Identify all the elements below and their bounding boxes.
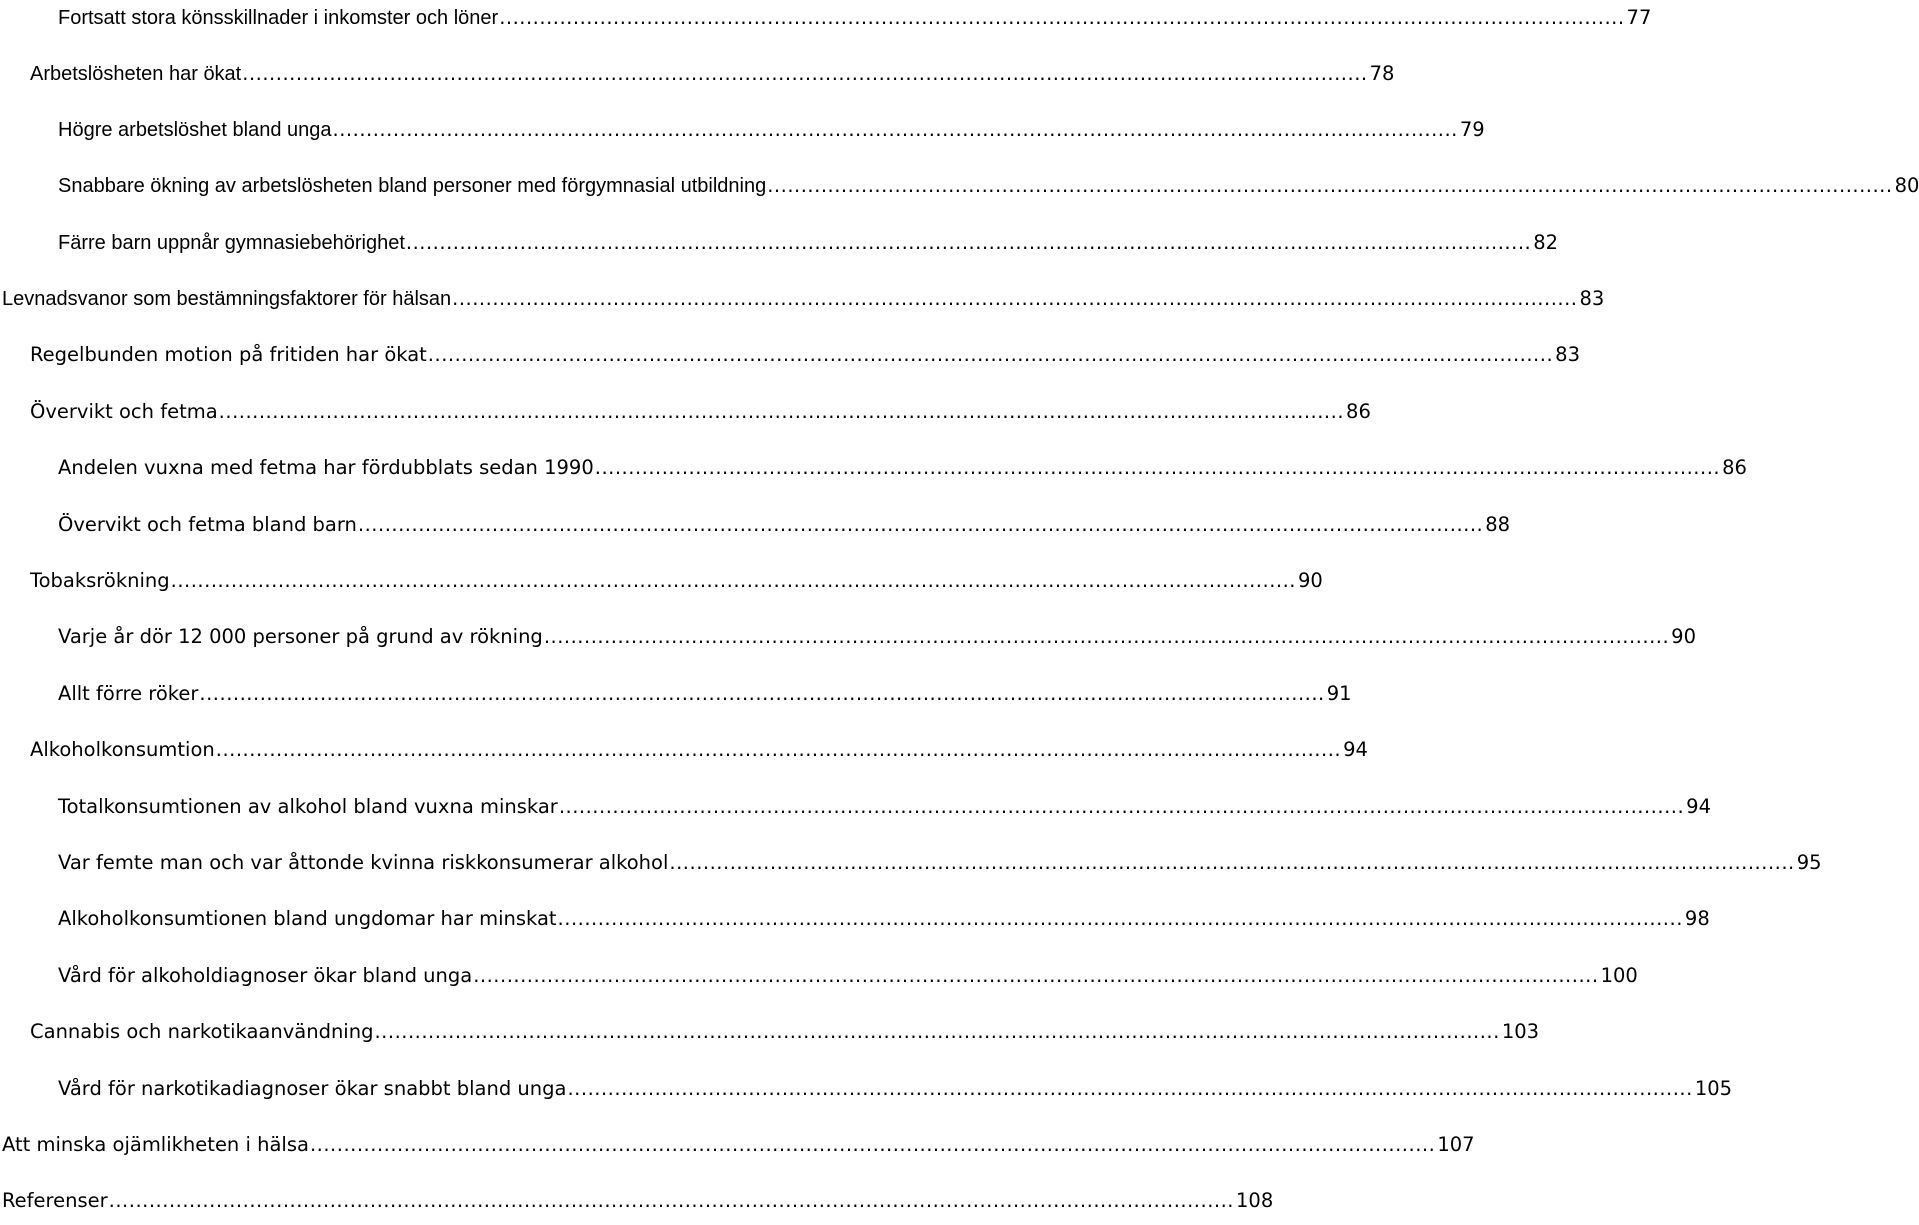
toc-dot-leader: ........................................................................................................................................................................ [452, 287, 1578, 310]
toc-entry[interactable] [58, 225, 1559, 255]
toc-entry-title: Högre arbetslöshet bland unga [58, 119, 332, 141]
toc-entry-page: 94 [1686, 795, 1711, 818]
toc-entry[interactable] [58, 845, 1822, 875]
toc-entry-page: 88 [1485, 513, 1511, 536]
toc-entry-page: 95 [1796, 851, 1822, 874]
toc-dot-leader: ........................................................................................................................................................................ [405, 231, 1532, 254]
toc-entry-page: 77 [1626, 6, 1652, 29]
toc-dot-leader: ........................................................................................................................................................................ [218, 400, 1345, 423]
toc-entry-title: Övervikt och fetma [30, 400, 218, 423]
toc-entry-page: 107 [1437, 1133, 1475, 1156]
toc-entry[interactable] [2, 281, 1605, 311]
toc-entry[interactable] [58, 958, 1638, 988]
toc-entry-title: Övervikt och fetma bland barn [58, 513, 357, 536]
toc-entry-page: 100 [1600, 964, 1638, 987]
toc-dot-leader: ........................................................................................................................................................................ [594, 456, 1721, 479]
toc-entry[interactable] [58, 450, 1747, 480]
toc-dot-leader: ........................................................................................................................................................................ [199, 682, 1325, 705]
toc-entry-page: 79 [1459, 118, 1485, 141]
toc-dot-leader: ........................................................................................................................................................................ [767, 174, 1893, 197]
toc-entry-title: Var femte man och var åttonde kvinna riskkonsumerar alkohol [58, 851, 669, 874]
toc-dot-leader: ........................................................................................................................................................................ [669, 851, 1795, 874]
toc-entry[interactable] [30, 337, 1580, 367]
toc-entry-title: Varje år dör 12 000 personer på grund av rökning [58, 625, 543, 648]
toc-entry-page: 83 [1579, 287, 1605, 310]
toc-entry[interactable] [58, 112, 1485, 142]
toc-entry[interactable] [58, 619, 1696, 649]
toc-entry-page: 103 [1501, 1020, 1540, 1043]
toc-entry-title: Levnadsvanor som bestämningsfaktorer för hälsan [2, 288, 452, 310]
toc-entry-title: Färre barn uppnår gymnasiebehörighet [58, 232, 405, 254]
toc-entry-title: Fortsatt stora könsskillnader i inkomster och löner [58, 7, 499, 29]
toc-entry-page: 80 [1894, 174, 1919, 197]
toc-dot-leader: ........................................................................................................................................................................ [557, 907, 1683, 930]
toc-entry-title: Snabbare ökning av arbetslösheten bland personer med förgymnasial utbildning [58, 175, 767, 197]
toc-entry[interactable] [2, 1183, 1274, 1213]
toc-entry[interactable] [58, 789, 1711, 819]
toc-entry-title: Vård för narkotikadiagnoser ökar snabbt bland unga [58, 1077, 567, 1100]
toc-entry-page: 105 [1694, 1077, 1733, 1100]
toc-dot-leader: ........................................................................................................................................................................ [374, 1020, 1500, 1043]
toc-entry-title: Regelbunden motion på fritiden har ökat [30, 343, 427, 366]
toc-entry-title: Arbetslösheten har ökat [30, 63, 242, 85]
toc-entry-page: 90 [1671, 625, 1696, 648]
toc-entry[interactable] [30, 1014, 1540, 1044]
toc-dot-leader: ........................................................................................................................................................................ [357, 513, 1484, 536]
toc-entry[interactable] [58, 901, 1710, 931]
toc-entry-title: Andelen vuxna med fetma har fördubblats sedan 1990 [58, 456, 594, 479]
toc-entry-page: 83 [1555, 343, 1580, 366]
toc-dot-leader: ........................................................................................................................................................................ [242, 62, 1368, 85]
toc-dot-leader: ........................................................................................................................................................................ [543, 625, 1670, 648]
toc-entry[interactable] [58, 676, 1352, 706]
toc-entry[interactable] [30, 563, 1323, 593]
toc-entry-title: Tobaksrökning [30, 569, 170, 592]
toc-entry[interactable] [30, 56, 1395, 86]
toc-entry-title: Totalkonsumtionen av alkohol bland vuxna minskar [58, 795, 558, 818]
toc-entry-page: 82 [1533, 231, 1559, 254]
toc-entry-page: 86 [1722, 456, 1747, 479]
toc-entry-title: Vård för alkoholdiagnoser ökar bland unga [58, 964, 473, 987]
toc-entry[interactable] [30, 732, 1368, 762]
toc-entry-page: 108 [1236, 1189, 1274, 1212]
toc-entry-title: Alkoholkonsumtionen bland ungdomar har minskat [58, 907, 557, 930]
toc-entry-title: Att minska ojämlikheten i hälsa [2, 1133, 309, 1156]
toc-entry-page: 91 [1326, 682, 1352, 705]
toc-dot-leader: ........................................................................................................................................................................ [473, 964, 1599, 987]
toc-entry-page: 78 [1369, 62, 1395, 85]
toc-entry[interactable] [58, 0, 1652, 30]
toc-entry[interactable] [30, 394, 1371, 424]
toc-entry-page: 98 [1684, 907, 1710, 930]
toc-entry-page: 86 [1346, 400, 1371, 423]
toc-entry[interactable] [58, 507, 1511, 537]
toc-entry-page: 90 [1298, 569, 1323, 592]
toc-entry-title: Allt förre röker [58, 682, 199, 705]
toc-entry-title: Alkoholkonsumtion [30, 738, 215, 761]
toc-entry[interactable] [2, 1127, 1475, 1157]
toc-dot-leader: ........................................................................................................................................................................ [215, 738, 1342, 761]
toc-dot-leader: ........................................................................................................................................................................ [309, 1133, 1436, 1156]
toc-entry-title: Referenser [2, 1189, 108, 1212]
toc-entry[interactable] [58, 168, 1919, 198]
toc-dot-leader: ........................................................................................................................................................................ [499, 6, 1625, 29]
toc-dot-leader: ........................................................................................................................................................................ [332, 118, 1458, 141]
toc-dot-leader: ........................................................................................................................................................................ [427, 343, 1554, 366]
toc-entry-title: Cannabis och narkotikaanvändning [30, 1020, 374, 1043]
toc-dot-leader: ........................................................................................................................................................................ [558, 795, 1685, 818]
toc-dot-leader: ........................................................................................................................................................................ [170, 569, 1296, 592]
toc-entry-page: 94 [1343, 738, 1368, 761]
toc-dot-leader: ........................................................................................................................................................................ [108, 1189, 1235, 1212]
toc-dot-leader: ........................................................................................................................................................................ [567, 1077, 1693, 1100]
toc-entry[interactable] [58, 1071, 1733, 1101]
